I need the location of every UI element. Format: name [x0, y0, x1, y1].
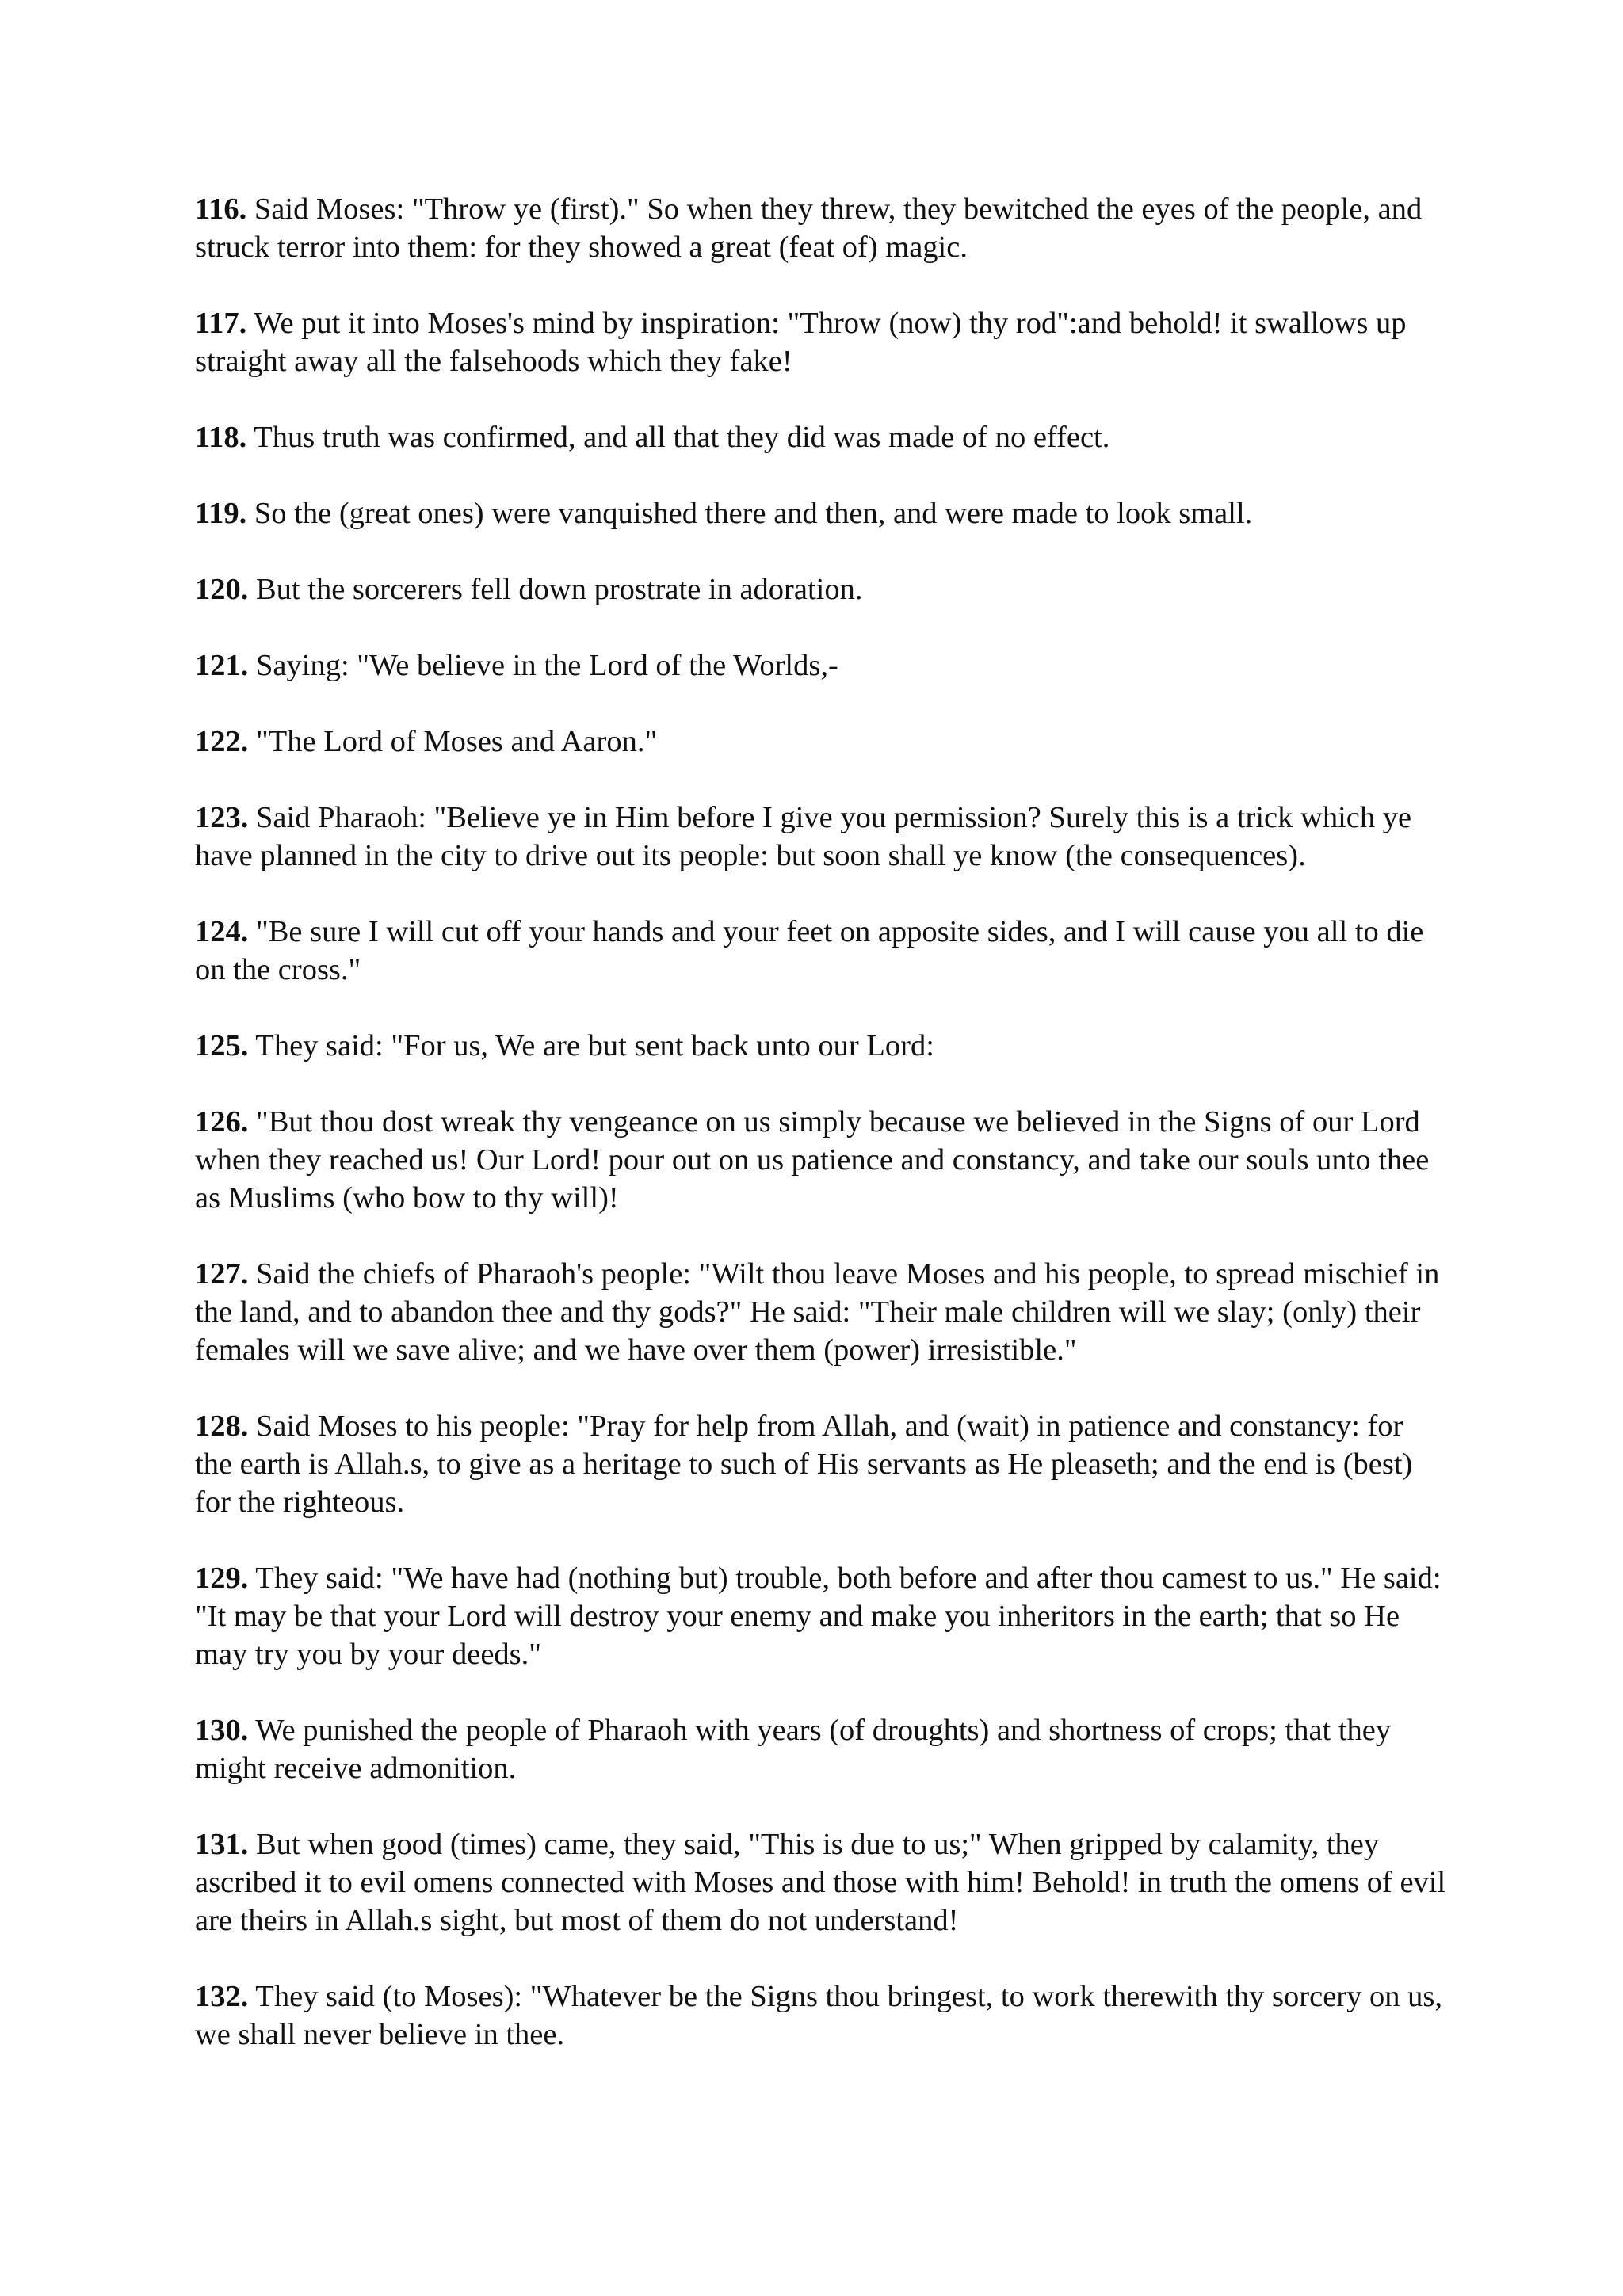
verse-number: 132.	[195, 1980, 249, 2013]
verse-text: "Be sure I will cut off your hands and your feet on apposite sides, and I will cause you all to die on the cross."	[195, 915, 1424, 986]
verse-number: 127.	[195, 1257, 249, 1291]
verse-number: 130.	[195, 1714, 249, 1747]
verse-131	[195, 1825, 1447, 1939]
verse-number: 125.	[195, 1029, 249, 1062]
verse-list	[195, 190, 1447, 2092]
verse-text: "The Lord of Moses and Aaron."	[248, 725, 658, 758]
verse-text: Thus truth was confirmed, and all that they did was made of no effect.	[246, 421, 1110, 454]
verse-117	[195, 304, 1447, 380]
verse-121	[195, 646, 1447, 685]
verse-number: 131.	[195, 1828, 249, 1861]
verse-text: "But thou dost wreak thy vengeance on us simply because we believed in the Signs of our Lord when they reached us! Our Lord! pour out on us patience and constancy, and take our souls unto thee as Muslims (who bow to thy will)!	[195, 1105, 1430, 1215]
verse-126	[195, 1103, 1447, 1217]
verse-116	[195, 190, 1447, 266]
verse-text: They said (to Moses): "Whatever be the Signs thou bringest, to work therewith thy sorcery on us, we shall never believe in thee.	[195, 1980, 1442, 2051]
verse-text: Said Pharaoh: "Believe ye in Him before I give you permission? Surely this is a trick which ye have planned in the city to drive out its people: but soon shall ye know (the consequences).	[195, 801, 1412, 872]
verse-text: They said: "We have had (nothing but) trouble, both before and after thou camest to us." He said: "It may be that your Lord will destroy your enemy and make you inheritors in the earth; that so He may try you by your deeds."	[195, 1562, 1442, 1671]
verse-number: 123.	[195, 801, 249, 834]
verse-text: But the sorcerers fell down prostrate in adoration.	[248, 573, 863, 606]
verse-130	[195, 1711, 1447, 1787]
verse-number: 121.	[195, 649, 249, 682]
verse-132	[195, 1978, 1447, 2054]
verse-text: But when good (times) came, they said, "This is due to us;" When gripped by calamity, they ascribed it to evil omens connected with Moses and those with him! Behold! in truth the omens of evil are theirs in Allah.s sight, but most of them do not understand!	[195, 1828, 1446, 1937]
verse-number: 116.	[195, 193, 247, 226]
verse-text: They said: "For us, We are but sent back unto our Lord:	[248, 1029, 934, 1062]
verse-118	[195, 418, 1447, 456]
verse-127	[195, 1255, 1447, 1369]
verse-number: 129.	[195, 1562, 249, 1595]
verse-text: So the (great ones) were vanquished there and then, and were made to look small.	[246, 497, 1253, 530]
verse-119	[195, 494, 1447, 532]
verse-text: Said Moses to his people: "Pray for help from Allah, and (wait) in patience and constancy: for the earth is Allah.s, to give as a heritage to such of His servants as He pleaseth; and the end is (best) for the righteous.	[195, 1409, 1413, 1519]
verse-123	[195, 799, 1447, 875]
verse-number: 119.	[195, 497, 247, 530]
verse-number: 120.	[195, 573, 249, 606]
verse-number: 124.	[195, 915, 249, 948]
verse-text: Said Moses: "Throw ye (first)." So when they threw, they bewitched the eyes of the people, and struck terror into them: for they showed a great (feat of) magic.	[195, 193, 1423, 264]
verse-120	[195, 570, 1447, 608]
verse-122	[195, 723, 1447, 761]
verse-number: 128.	[195, 1409, 249, 1443]
verse-number: 122.	[195, 725, 249, 758]
verse-text: Said the chiefs of Pharaoh's people: "Wilt thou leave Moses and his people, to spread mischief in the land, and to abandon thee and thy gods?" He said: "Their male children will we slay; (only) their females will we save alive; and we have over them (power) irresistible."	[195, 1257, 1440, 1367]
verse-number: 117.	[195, 307, 247, 340]
verse-129	[195, 1559, 1447, 1673]
verse-text: We put it into Moses's mind by inspiration: "Throw (now) thy rod":and behold! it swallows up straight away all the falsehoods which they fake!	[195, 307, 1407, 378]
verse-125	[195, 1027, 1447, 1065]
verse-124	[195, 913, 1447, 989]
verse-text: Saying: "We believe in the Lord of the Worlds,-	[248, 649, 838, 682]
verse-number: 126.	[195, 1105, 249, 1138]
verse-128	[195, 1407, 1447, 1521]
verse-number: 118.	[195, 421, 247, 454]
verse-text: We punished the people of Pharaoh with years (of droughts) and shortness of crops; that they might receive admonition.	[195, 1714, 1392, 1785]
